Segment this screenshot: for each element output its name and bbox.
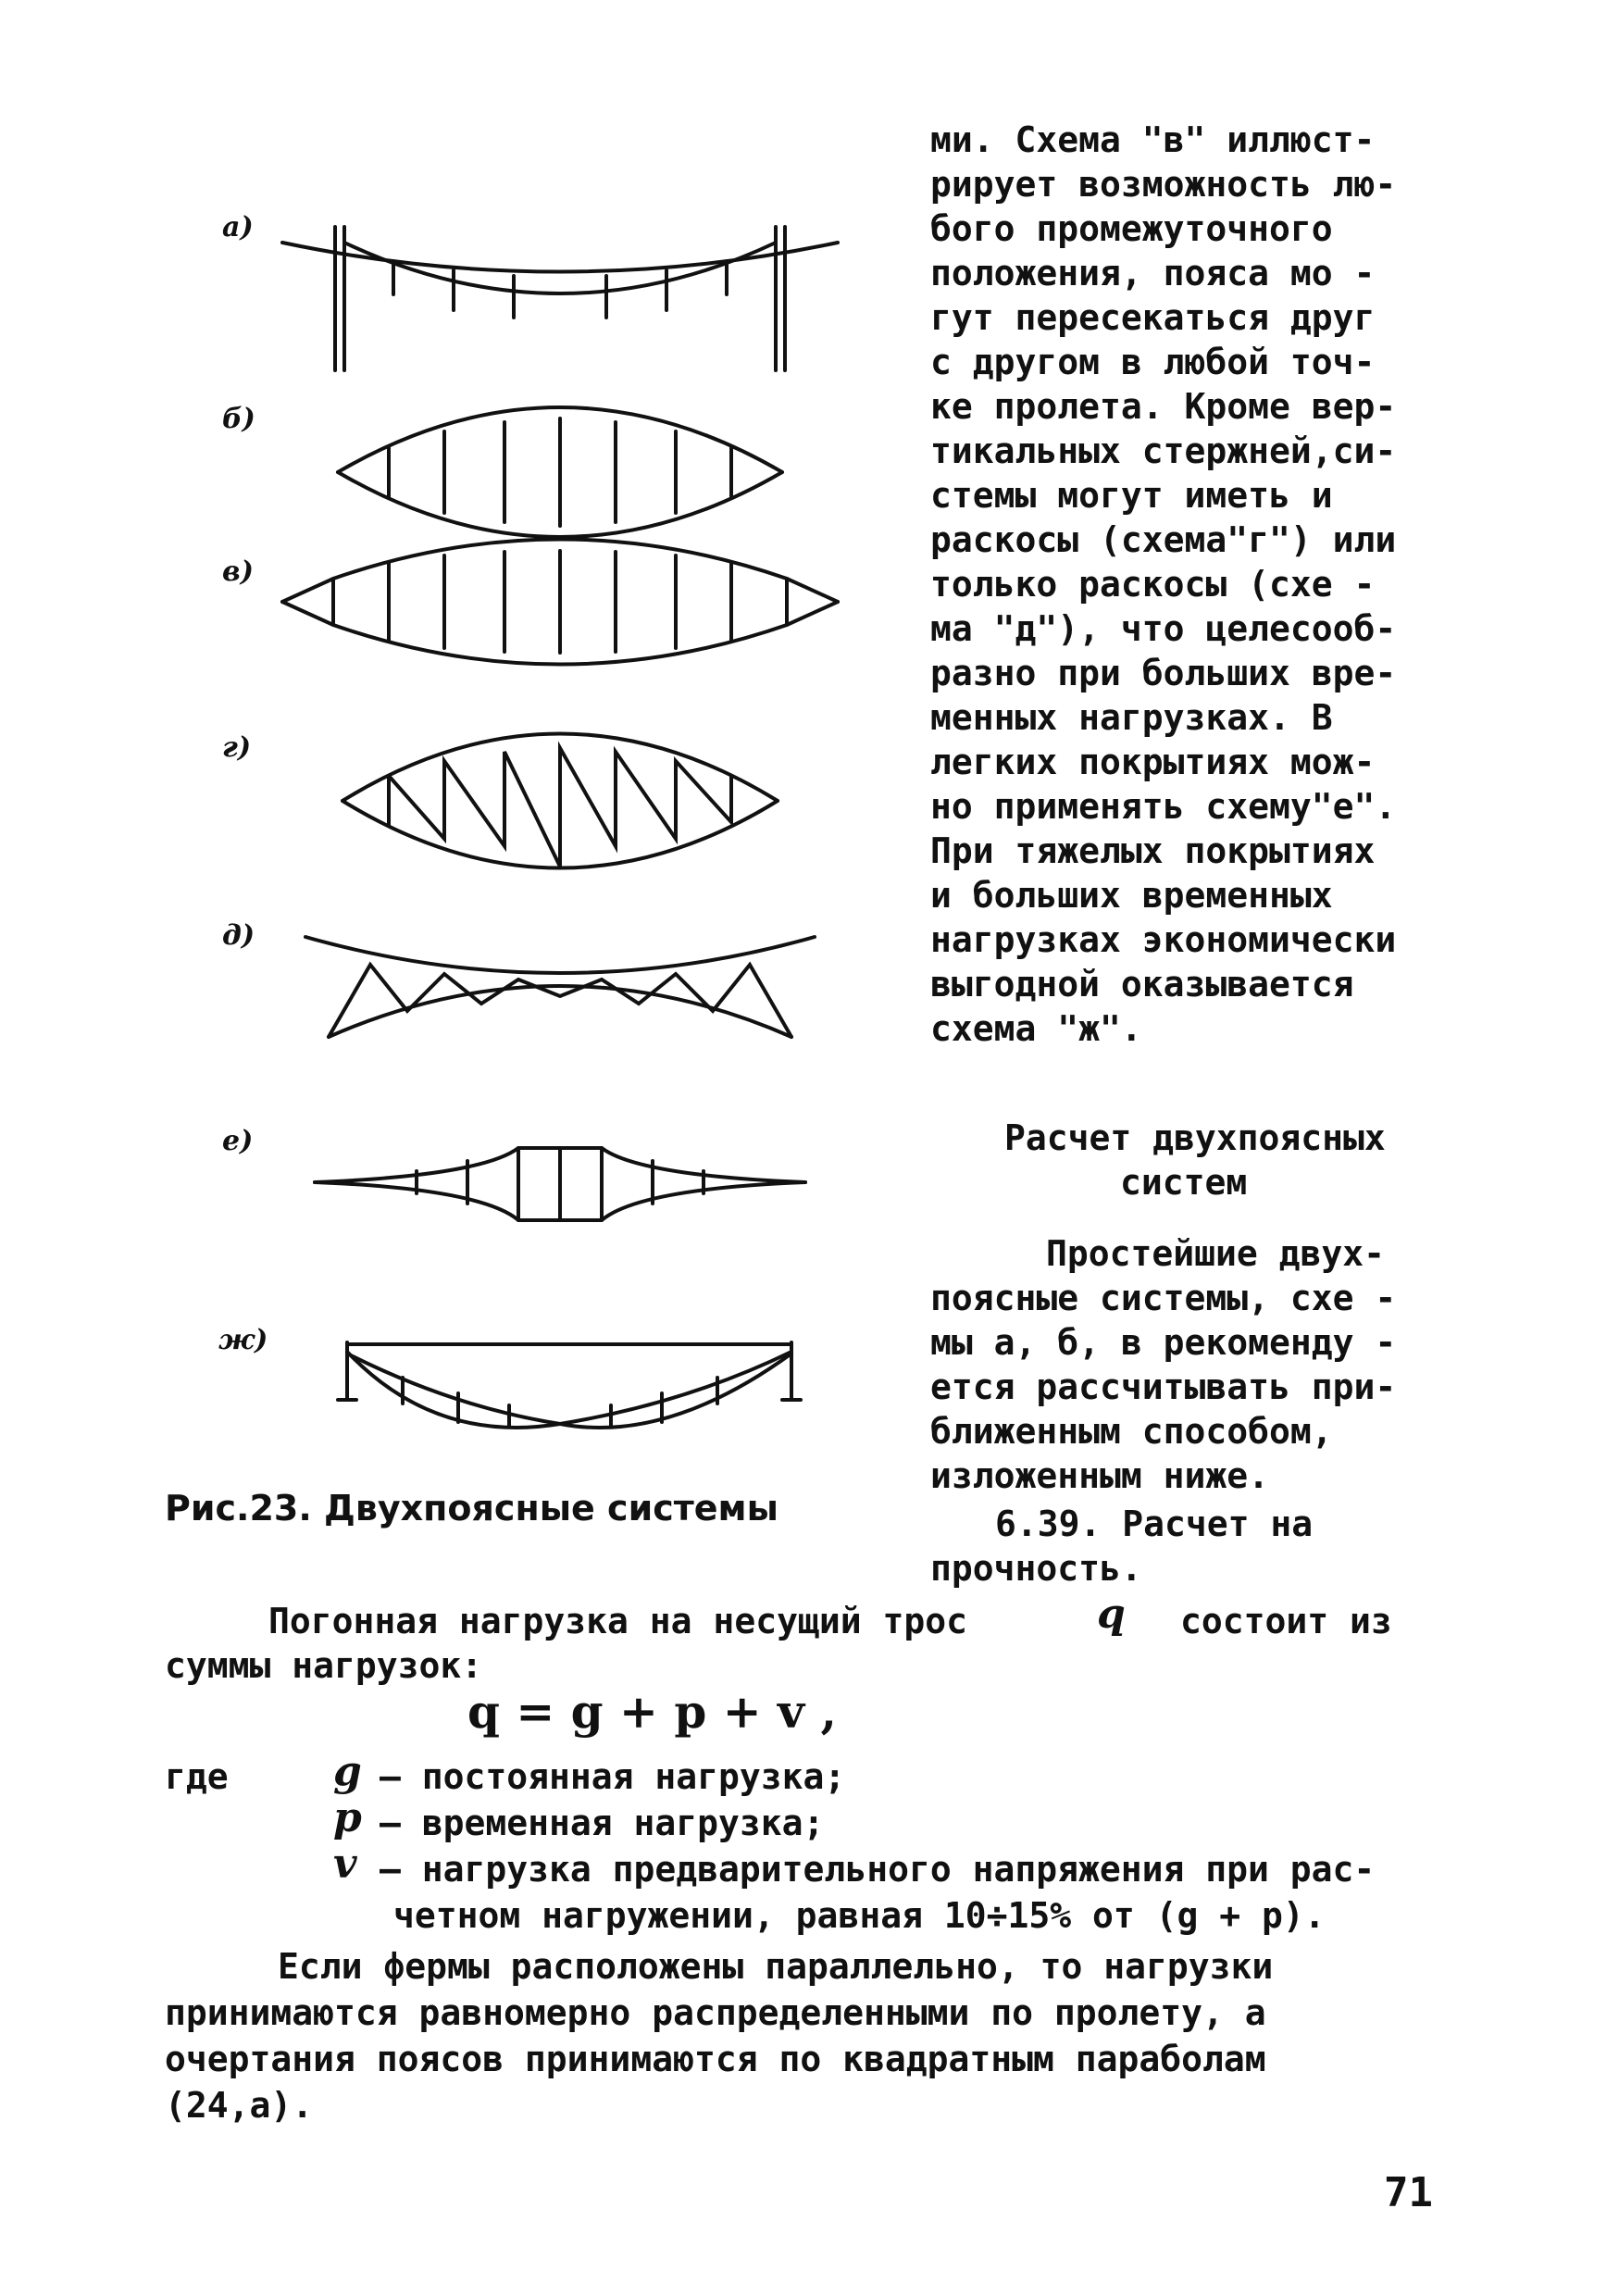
- text-line: разно при больших вре-: [930, 653, 1397, 693]
- text-line: бого промежуточного: [930, 208, 1333, 249]
- def-symbol-p: p: [333, 1794, 362, 1841]
- def-text: – нагрузка предварительного напряжения при рас-: [380, 1849, 1376, 1890]
- body-line: принимаются равномерно распределенными по пролету, а: [165, 1992, 1266, 2033]
- text-line: тикальных стержней,си-: [930, 430, 1397, 471]
- text-line: нагрузках экономически: [930, 919, 1397, 960]
- text-line: гут пересекаться друг: [930, 297, 1376, 338]
- scheme-b-drawing: [338, 407, 782, 537]
- text-line: но применять схему"е".: [930, 786, 1397, 827]
- text-line: только раскосы (схе -: [930, 564, 1376, 605]
- text-line: выгодной оказывается: [930, 964, 1354, 1004]
- scheme-a-drawing: [282, 227, 838, 370]
- text-line: поясные системы, схе -: [930, 1278, 1397, 1318]
- scheme-v-drawing: [282, 540, 838, 665]
- text-line: с другом в любой точ-: [930, 342, 1376, 382]
- text-line: ма "д"), что целесооб-: [930, 608, 1397, 649]
- def-symbol-v: v: [333, 1841, 357, 1888]
- body-line: (24,а).: [165, 2085, 314, 2126]
- text-line: ми. Схема "в" иллюст-: [930, 119, 1376, 160]
- text-line: менных нагрузках. В: [930, 697, 1333, 738]
- def-text-cont: четном нагружении, равная 10÷15% от (g + p).: [393, 1895, 1326, 1936]
- text-line: рирует возможность лю-: [930, 164, 1397, 205]
- clause-heading-cont: прочность.: [930, 1548, 1142, 1589]
- where-label: где: [165, 1756, 229, 1797]
- figure-label-a: а): [222, 211, 254, 243]
- section-heading: Расчет двухпоясных: [1004, 1117, 1386, 1158]
- text-line: и больших временных: [930, 875, 1333, 916]
- figure-label-b: б): [222, 403, 255, 435]
- load-symbol-q: q: [1097, 1591, 1126, 1638]
- scheme-d-drawing: [305, 937, 815, 1037]
- text-line: При тяжелых покрытиях: [930, 830, 1376, 871]
- scheme-g-drawing: [342, 734, 778, 868]
- body-line: Погонная нагрузка на несущий трос: [268, 1601, 967, 1641]
- text-line: стемы могут иметь и: [930, 475, 1333, 516]
- clause-heading: 6.39. Расчет на: [995, 1504, 1314, 1544]
- text-line: мы а, б, в рекоменду -: [930, 1322, 1397, 1363]
- def-text: – постоянная нагрузка;: [380, 1756, 846, 1797]
- figure-label-v: в): [222, 555, 254, 588]
- load-equation: q = g + p + v ,: [467, 1684, 837, 1739]
- body-line: суммы нагрузок:: [165, 1645, 483, 1686]
- text-line: схема "ж".: [930, 1008, 1142, 1049]
- body-line-end: состоит из: [1180, 1601, 1392, 1641]
- scheme-e-drawing: [315, 1148, 805, 1220]
- def-symbol-g: g: [333, 1748, 362, 1795]
- text-line: ется рассчитывать при-: [930, 1366, 1397, 1407]
- text-line: раскосы (схема"г") или: [930, 519, 1397, 560]
- section-heading-cont: систем: [1120, 1162, 1248, 1203]
- body-line: Если фермы расположены параллельно, то нагрузки: [278, 1946, 1274, 1987]
- text-line: Простейшие двух-: [1046, 1233, 1386, 1274]
- figure-label-d: д): [222, 919, 255, 952]
- text-line: ке пролета. Кроме вер-: [930, 386, 1397, 427]
- figure-label-zh: ж): [218, 1324, 268, 1356]
- figure-label-e: е): [222, 1125, 254, 1157]
- text-line: изложенным ниже.: [930, 1455, 1270, 1496]
- figure-label-g: г): [222, 731, 252, 764]
- text-line: ближенным способом,: [930, 1411, 1333, 1452]
- figure-caption: Рис.23. Двухпоясные системы: [165, 1488, 778, 1529]
- page-number: 71: [1384, 2169, 1433, 2216]
- text-line: положения, пояса мо -: [930, 253, 1376, 293]
- def-text: – временная нагрузка;: [380, 1803, 825, 1843]
- text-line: легких покрытиях мож-: [930, 742, 1376, 782]
- scheme-zh-drawing: [338, 1342, 801, 1428]
- body-line: очертания поясов принимаются по квадратным параболам: [165, 2039, 1266, 2079]
